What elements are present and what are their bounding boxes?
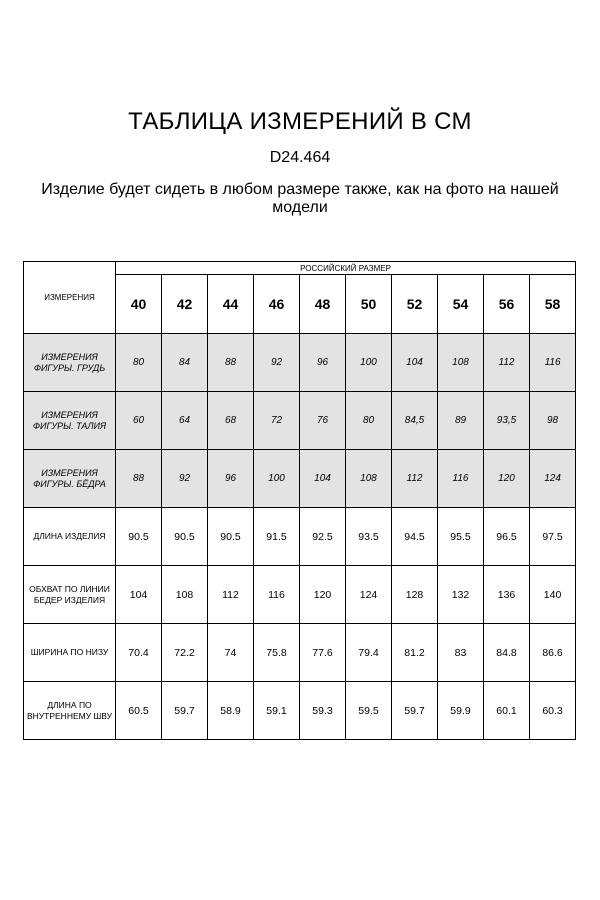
value-cell: 90.5: [208, 508, 254, 566]
fit-note: Изделие будет сидеть в любом размере также, как на фото на нашей модели: [41, 181, 559, 216]
value-cell: 72.2: [162, 624, 208, 682]
value-cell: 112: [208, 566, 254, 624]
size-header-cell: 46: [254, 275, 300, 334]
page-title: ТАБЛИЦА ИЗМЕРЕНИЙ В СМ: [128, 108, 472, 135]
value-cell: 59.1: [254, 682, 300, 740]
value-cell: 90.5: [116, 508, 162, 566]
size-header-cell: 50: [346, 275, 392, 334]
value-cell: 70.4: [116, 624, 162, 682]
value-cell: 58.9: [208, 682, 254, 740]
value-cell: 89: [438, 392, 484, 450]
value-cell: 59.5: [346, 682, 392, 740]
value-cell: 132: [438, 566, 484, 624]
size-header-cell: 48: [300, 275, 346, 334]
value-cell: 93.5: [346, 508, 392, 566]
value-cell: 92.5: [300, 508, 346, 566]
value-cell: 112: [484, 334, 530, 392]
corner-label: ИЗМЕРЕНИЯ: [24, 262, 116, 334]
value-cell: 93,5: [484, 392, 530, 450]
table-row: [24, 566, 576, 624]
value-cell: 68: [208, 392, 254, 450]
value-cell: 88: [116, 450, 162, 508]
table-row: [24, 624, 576, 682]
value-cell: 90.5: [162, 508, 208, 566]
value-cell: 91.5: [254, 508, 300, 566]
value-cell: 59.7: [392, 682, 438, 740]
table-row: [24, 334, 576, 392]
value-cell: 94.5: [392, 508, 438, 566]
size-table: [23, 261, 576, 740]
value-cell: 60.1: [484, 682, 530, 740]
value-cell: 136: [484, 566, 530, 624]
value-cell: 92: [254, 334, 300, 392]
value-cell: 75.8: [254, 624, 300, 682]
value-cell: 80: [346, 392, 392, 450]
value-cell: 112: [392, 450, 438, 508]
value-cell: 120: [300, 566, 346, 624]
row-label: ОБХВАТ ПО ЛИНИИ БЕДЕР ИЗДЕЛИЯ: [24, 566, 116, 624]
size-header-cell: 52: [392, 275, 438, 334]
value-cell: 72: [254, 392, 300, 450]
value-cell: 79.4: [346, 624, 392, 682]
value-cell: 83: [438, 624, 484, 682]
table-row: [24, 508, 576, 566]
value-cell: 120: [484, 450, 530, 508]
value-cell: 100: [346, 334, 392, 392]
value-cell: 124: [346, 566, 392, 624]
size-header-cell: 44: [208, 275, 254, 334]
value-cell: 97.5: [530, 508, 576, 566]
value-cell: 92: [162, 450, 208, 508]
value-cell: 77.6: [300, 624, 346, 682]
table-row: [24, 682, 576, 740]
value-cell: 86.6: [530, 624, 576, 682]
value-cell: 96: [300, 334, 346, 392]
value-cell: 60.3: [530, 682, 576, 740]
size-header-cell: 54: [438, 275, 484, 334]
size-header-cell: 56: [484, 275, 530, 334]
value-cell: 98: [530, 392, 576, 450]
value-cell: 60.5: [116, 682, 162, 740]
size-group-label: РОССИЙСКИЙ РАЗМЕР: [116, 262, 576, 275]
value-cell: 108: [438, 334, 484, 392]
value-cell: 59.9: [438, 682, 484, 740]
value-cell: 88: [208, 334, 254, 392]
value-cell: 74: [208, 624, 254, 682]
value-cell: 95.5: [438, 508, 484, 566]
value-cell: 96.5: [484, 508, 530, 566]
value-cell: 116: [530, 334, 576, 392]
table-row: [24, 450, 576, 508]
value-cell: 84.8: [484, 624, 530, 682]
value-cell: 104: [300, 450, 346, 508]
value-cell: 59.3: [300, 682, 346, 740]
value-cell: 124: [530, 450, 576, 508]
size-header-cell: 58: [530, 275, 576, 334]
value-cell: 59.7: [162, 682, 208, 740]
row-label: ШИРИНА ПО НИЗУ: [24, 624, 116, 682]
value-cell: 116: [254, 566, 300, 624]
table-row: [24, 392, 576, 450]
value-cell: 104: [392, 334, 438, 392]
value-cell: 100: [254, 450, 300, 508]
value-cell: 64: [162, 392, 208, 450]
value-cell: 60: [116, 392, 162, 450]
row-label: ИЗМЕРЕНИЯ ФИГУРЫ. ГРУДЬ: [24, 334, 116, 392]
value-cell: 84,5: [392, 392, 438, 450]
row-label: ИЗМЕРЕНИЯ ФИГУРЫ. ТАЛИЯ: [24, 392, 116, 450]
value-cell: 108: [162, 566, 208, 624]
value-cell: 108: [346, 450, 392, 508]
row-label: ИЗМЕРЕНИЯ ФИГУРЫ. БЁДРА: [24, 450, 116, 508]
value-cell: 84: [162, 334, 208, 392]
row-label: ДЛИНА ИЗДЕЛИЯ: [24, 508, 116, 566]
value-cell: 104: [116, 566, 162, 624]
size-header-cell: 40: [116, 275, 162, 334]
row-label: ДЛИНА ПО ВНУТРЕННЕМУ ШВУ: [24, 682, 116, 740]
value-cell: 96: [208, 450, 254, 508]
value-cell: 128: [392, 566, 438, 624]
value-cell: 80: [116, 334, 162, 392]
value-cell: 76: [300, 392, 346, 450]
value-cell: 81.2: [392, 624, 438, 682]
size-header-cell: 42: [162, 275, 208, 334]
value-cell: 140: [530, 566, 576, 624]
product-code: D24.464: [269, 149, 331, 166]
value-cell: 116: [438, 450, 484, 508]
